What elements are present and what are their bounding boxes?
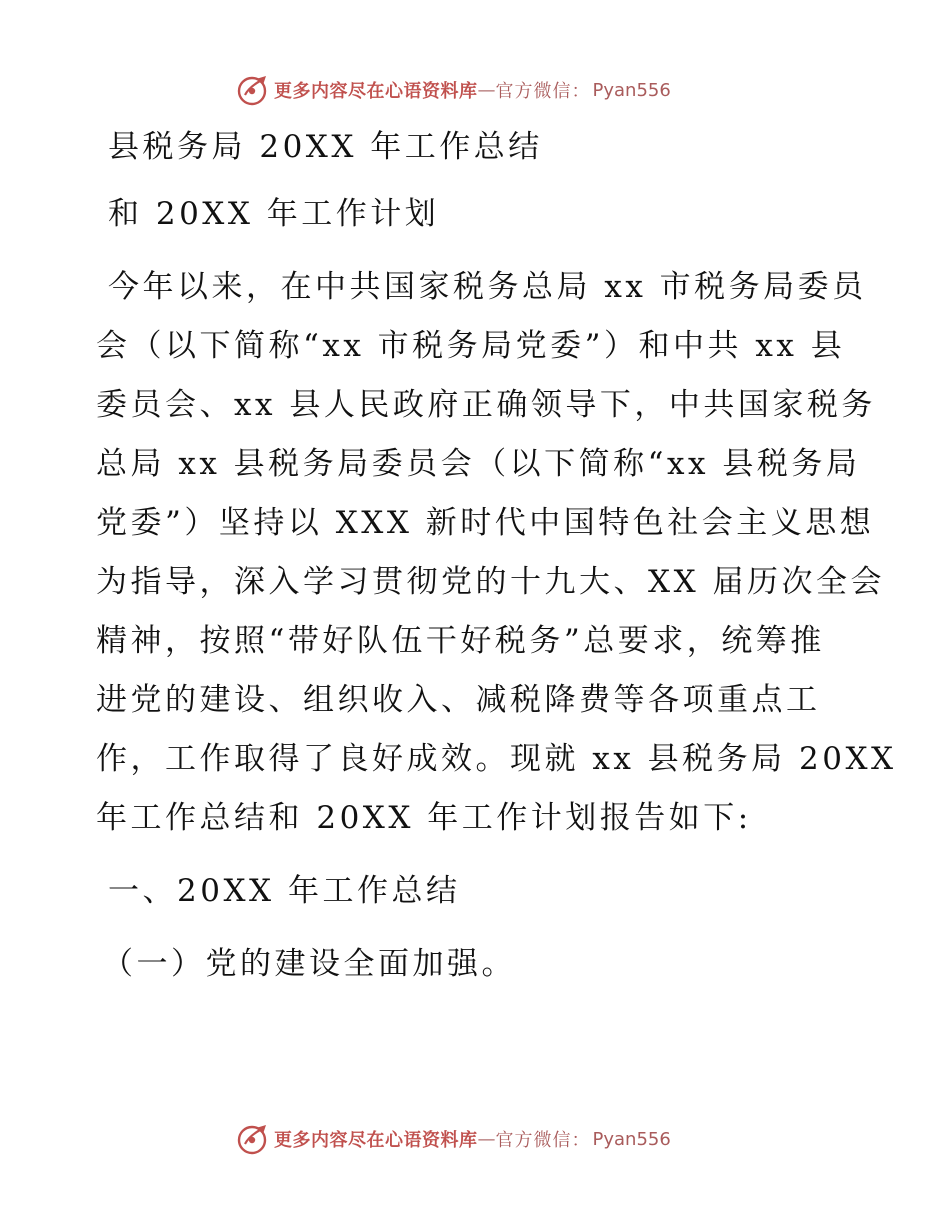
document-body [96, 118, 897, 994]
red-pen-logo-icon [236, 73, 270, 107]
watermark-official-label: 官方微信： [495, 1130, 591, 1151]
watermark-wechat-id: Pyan556 [592, 79, 671, 101]
subsection-heading: （一）党的建设全面加强。 [102, 946, 516, 982]
watermark-main-text: 更多内容尽在心语资料库 [274, 1130, 478, 1151]
footer-watermark [236, 1122, 756, 1156]
document-title-line-2: 和 20XX 年工作计划 [108, 196, 440, 232]
document-title-line-1: 县税务局 20XX 年工作总结 [108, 129, 543, 165]
paragraph-line: 总局 xx 县税务局委员会（以下简称“xx 县税务局 [96, 446, 861, 482]
watermark-official-label: 官方微信： [495, 81, 591, 102]
paragraph-line: 年工作总结和 20XX 年工作计划报告如下: [96, 800, 752, 836]
header-watermark [236, 73, 756, 107]
paragraph-line: 委员会、xx 县人民政府正确领导下，中共国家税务 [96, 387, 876, 423]
intro-paragraph [96, 258, 897, 848]
section-heading: 一、20XX 年工作总结 [108, 873, 461, 909]
paragraph-line: 会（以下简称“xx 市税务局党委”）和中共 xx 县 [96, 328, 846, 364]
watermark-wechat-id: Pyan556 [592, 1128, 671, 1150]
watermark-separator: — [477, 1128, 496, 1150]
paragraph-line: 党委”）坚持以 XXX 新时代中国特色社会主义思想 [96, 505, 875, 541]
paragraph-line: 为指导，深入学习贯彻党的十九大、XX 届历次全会 [96, 564, 885, 600]
paragraph-line: 进党的建设、组织收入、减税降费等各项重点工 [96, 682, 821, 718]
paragraph-line: 今年以来，在中共国家税务总局 xx 市税务局委员 [108, 269, 867, 305]
paragraph-line: 精神，按照“带好队伍干好税务”总要求，统筹推 [96, 623, 825, 659]
paragraph-line: 作，工作取得了良好成效。现就 xx 县税务局 20XX [96, 741, 897, 777]
watermark-main-text: 更多内容尽在心语资料库 [274, 81, 478, 102]
watermark-separator: — [477, 79, 496, 101]
red-pen-logo-icon [236, 1122, 270, 1156]
